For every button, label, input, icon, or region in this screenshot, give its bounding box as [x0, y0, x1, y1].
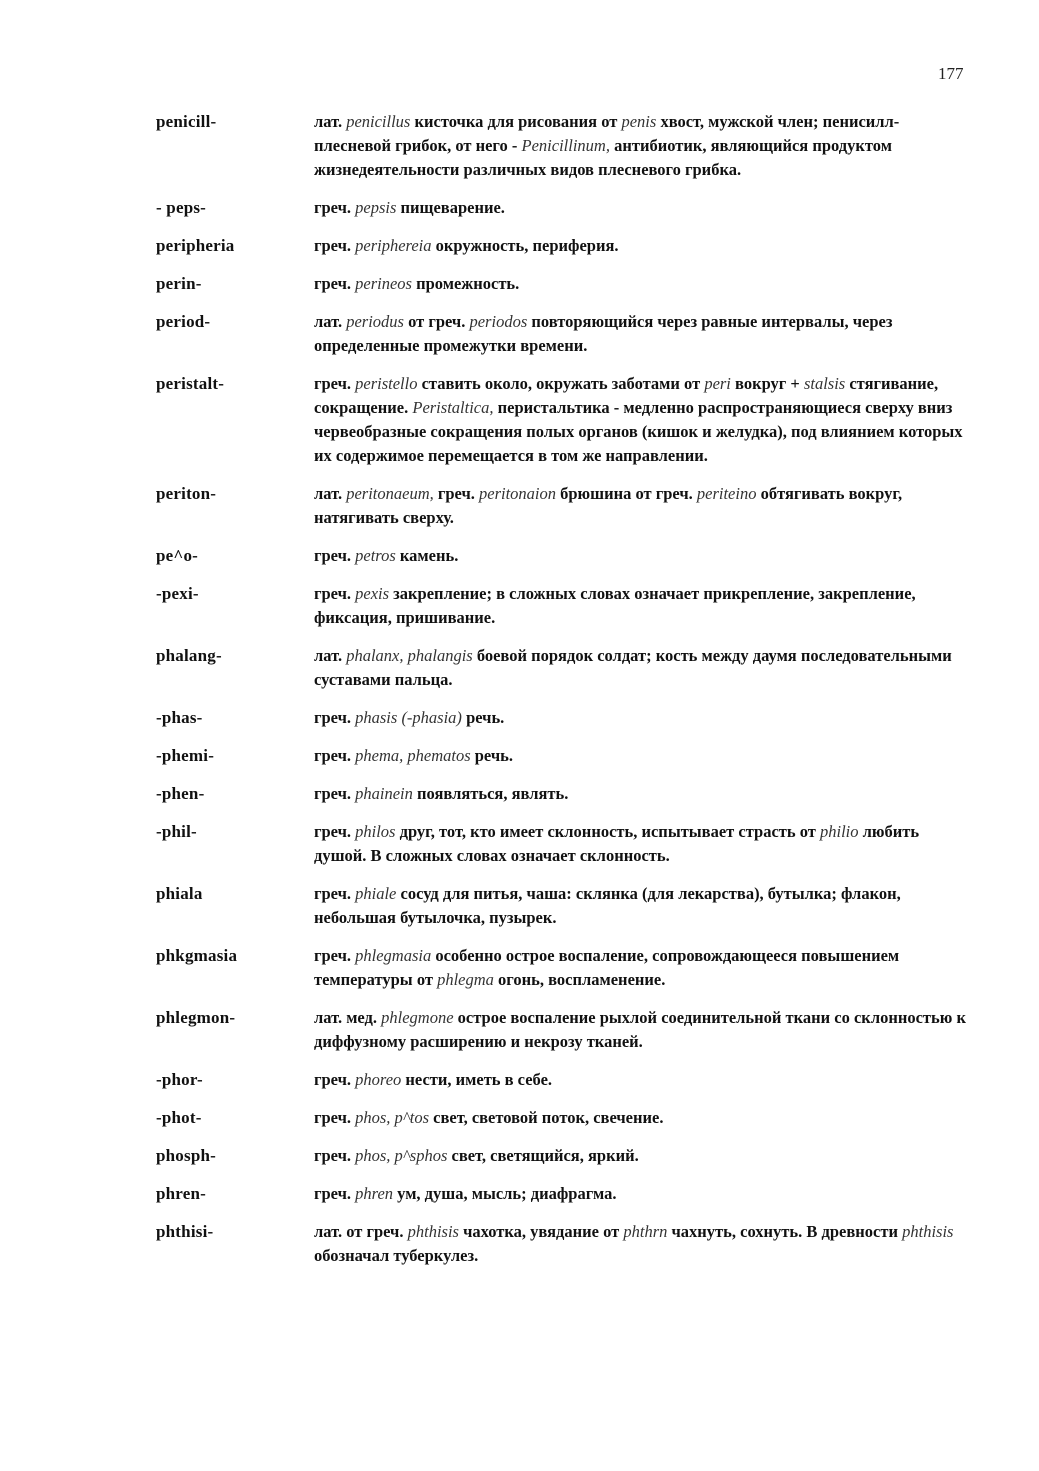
definition-text: греч. [314, 546, 356, 565]
entry-term: peristalt- [156, 374, 225, 393]
dictionary-entry [156, 1220, 966, 1268]
definition-text: ставить около, окружать заботами от [417, 374, 705, 393]
entry-definition [314, 944, 966, 992]
entry-definition [314, 372, 966, 468]
definition-text: любить душой. В сложных словах означает склонность. [314, 822, 920, 865]
etymon-word: peri [704, 374, 731, 393]
definition-text: нести, иметь в себе. [401, 1070, 553, 1089]
etymon-word: Peristaltica, [412, 398, 494, 417]
definition-text: обозначал туберкулез. [314, 1246, 479, 1265]
definition-text: лат. [314, 312, 347, 331]
etymon-word: periodus [346, 312, 404, 331]
entry-definition [314, 820, 966, 868]
entry-definition [314, 310, 966, 358]
etymon-word: petros [355, 546, 396, 565]
definition-text: греч. [314, 1184, 356, 1203]
entry-definition [314, 882, 966, 930]
etymon-word: peritonaion [479, 484, 556, 503]
dictionary-entry [156, 944, 966, 992]
etymon-word: peristello [355, 374, 418, 393]
etymon-word: phainein [355, 784, 413, 803]
definition-text: антибиотик, являющийся продуктом жизнедеятельности различных видов плесневого грибка. [314, 136, 892, 179]
etymon-word: phiale [355, 884, 397, 903]
entry-term: pe^o- [156, 546, 199, 565]
entry-definition [314, 544, 966, 568]
etymon-word: pexis [355, 584, 390, 603]
dictionary-entry [156, 544, 966, 568]
etymon-word: penicillus [346, 112, 411, 131]
entry-term: -phor- [156, 1070, 203, 1089]
etymon-word: phthisis [407, 1222, 459, 1241]
etymon-word: phoreo [355, 1070, 402, 1089]
entry-term: phalang- [156, 646, 222, 665]
entry-definition [314, 644, 966, 692]
definition-text: лат. [314, 484, 347, 503]
etymon-word: periodos [469, 312, 528, 331]
entry-term: -phen- [156, 784, 205, 803]
entry-term: -phemi- [156, 746, 215, 765]
etymon-word: philos [355, 822, 396, 841]
etymon-word: phlegmasia [355, 946, 432, 965]
entry-definition [314, 110, 966, 182]
definition-text: обтягивать вокруг, натягивать сверху. [314, 484, 903, 527]
entry-term: -phot- [156, 1108, 202, 1127]
dictionary-entry [156, 820, 966, 868]
definition-text: закрепление; в сложных словах означает прикрепление, закрепление, фиксация, пришивание. [314, 584, 916, 627]
definition-text: окружность, периферия. [431, 236, 619, 255]
dictionary-entry [156, 644, 966, 692]
definition-text: греч. [314, 1070, 356, 1089]
etymon-word: phren [355, 1184, 394, 1203]
dictionary-entry [156, 1106, 966, 1130]
definition-text: сосуд для питья, чаша: склянка (для лекарства), бутылка; флакон, небольшая бутылочка, пузырек. [314, 884, 901, 927]
etymon-word: philio [820, 822, 859, 841]
etymon-word: pepsis [355, 198, 397, 217]
definition-text: лат. [314, 646, 347, 665]
entry-term: period- [156, 312, 211, 331]
definition-text: камень. [395, 546, 459, 565]
entry-term: phosph- [156, 1146, 216, 1165]
definition-text: греч. [314, 274, 356, 293]
definition-text: кисточка для рисования от [410, 112, 622, 131]
etymon-word: Penicillinum, [521, 136, 610, 155]
page-number: 177 [938, 64, 964, 83]
entry-definition [314, 582, 966, 630]
definition-text: лат. [314, 112, 347, 131]
definition-text: вокруг + [730, 374, 804, 393]
etymon-word: phalanx, phalangis [346, 646, 473, 665]
definition-text: чахотка, увядание от [458, 1222, 624, 1241]
etymon-word: periphereia [355, 236, 432, 255]
entry-definition [314, 234, 966, 258]
definition-text: хвост, мужской член; пенисилл- плесневой грибок, от него - [314, 112, 900, 155]
definition-text: ум, душа, мысль; диафрагма. [393, 1184, 617, 1203]
definition-text: повторяющийся через равные интервалы, через определенные промежутки времени. [314, 312, 893, 355]
entry-term: phiala [156, 884, 203, 903]
definition-text: лат. мед. [314, 1008, 382, 1027]
definition-text: греч. [314, 198, 356, 217]
entry-definition [314, 1220, 966, 1268]
definition-text: греч. [314, 946, 356, 965]
etymon-word: phos, p^sphos [355, 1146, 448, 1165]
entry-definition [314, 706, 966, 730]
dictionary-entry [156, 744, 966, 768]
entry-definition [314, 782, 966, 806]
etymon-word: periteino [696, 484, 757, 503]
definition-text: греч. [314, 374, 356, 393]
definition-text: греч. [314, 1146, 356, 1165]
definition-text: греч. [314, 884, 356, 903]
dictionary-entry [156, 272, 966, 296]
definition-text: особенно острое воспаление, сопровождающееся повышением температуры от [314, 946, 900, 989]
etymon-word: peritonaeum, [346, 484, 434, 503]
dictionary-entry [156, 782, 966, 806]
definition-text: пищеварение. [396, 198, 505, 217]
definition-text: огонь, воспламенение. [493, 970, 666, 989]
etymon-word: perineos [355, 274, 412, 293]
etymon-word: phthrn [623, 1222, 668, 1241]
entry-term: - peps- [156, 198, 207, 217]
etymon-word: phasis (-phasia) [355, 708, 462, 727]
entry-term: phkgmasia [156, 946, 238, 965]
entry-definition [314, 1106, 966, 1130]
entry-term: -phil- [156, 822, 197, 841]
definition-text: острое воспаление рыхлой соединительной ткани со склонностью к диффузному расширению и некрозу тканей. [314, 1008, 966, 1051]
definition-text: греч. [314, 1108, 356, 1127]
dictionary-entry [156, 1006, 966, 1054]
etymon-word: phthisis [902, 1222, 954, 1241]
definition-text: речь. [461, 708, 505, 727]
definition-text: промежность. [411, 274, 520, 293]
dictionary-entry [156, 482, 966, 530]
dictionary-entry [156, 196, 966, 220]
definition-text: греч. [433, 484, 479, 503]
etymon-word: phlegmone [381, 1008, 454, 1027]
definition-text: перистальтика - медленно распространяющиеся сверху вниз червеобразные сокращения полых органов (кишок и желудка), под влиянием которых их содержимое перемещается в том же направлении. [314, 398, 963, 465]
dictionary-entry [156, 1144, 966, 1168]
definition-text: речь. [470, 746, 513, 765]
definition-text: чахнуть, сохнуть. В древности [667, 1222, 903, 1241]
definition-text: свет, светящийся, яркий. [447, 1146, 639, 1165]
entry-definition [314, 1182, 966, 1206]
dictionary-entry [156, 882, 966, 930]
definition-text: стягивание, сокращение. [314, 374, 939, 417]
definition-text: боевой порядок солдат; кость между даумя последовательными суставами пальца. [314, 646, 952, 689]
definition-text: лат. от греч. [314, 1222, 408, 1241]
dictionary-entry [156, 234, 966, 258]
dictionary-entry [156, 372, 966, 468]
entry-definition [314, 1006, 966, 1054]
definition-text: свет, световой поток, свечение. [429, 1108, 664, 1127]
etymon-word: penis [621, 112, 657, 131]
definition-text: греч. [314, 822, 356, 841]
definition-text: греч. [314, 708, 356, 727]
entry-term: phren- [156, 1184, 207, 1203]
etymon-word: phema, phematos [355, 746, 471, 765]
definition-text: брюшина от греч. [556, 484, 697, 503]
definition-text: греч. [314, 584, 356, 603]
entry-term: phlegmon- [156, 1008, 236, 1027]
entry-definition [314, 196, 966, 220]
dictionary-entry [156, 310, 966, 358]
entry-term: -pexi- [156, 584, 199, 603]
dictionary-entry [156, 582, 966, 630]
entry-definition [314, 744, 966, 768]
entry-definition [314, 1068, 966, 1092]
dictionary-entry [156, 1068, 966, 1092]
entry-term: penicill- [156, 112, 217, 131]
definition-text: греч. [314, 746, 356, 765]
entry-term: phthisi- [156, 1222, 214, 1241]
entry-term: -phas- [156, 708, 203, 727]
etymon-word: phos, p^tos [355, 1108, 430, 1127]
dictionary-entry [156, 110, 966, 182]
dictionary-entry [156, 1182, 966, 1206]
dictionary-entry [156, 706, 966, 730]
definition-text: от греч. [403, 312, 470, 331]
definition-text: появляться, являть. [412, 784, 569, 803]
entry-term: perin- [156, 274, 202, 293]
dictionary-entries [156, 110, 966, 1282]
definition-text: греч. [314, 236, 356, 255]
definition-text: греч. [314, 784, 356, 803]
entry-term: peripheria [156, 236, 235, 255]
entry-definition [314, 272, 966, 296]
definition-text: друг, тот, кто имеет склонность, испытывает страсть от [395, 822, 820, 841]
entry-definition [314, 1144, 966, 1168]
entry-term: periton- [156, 484, 217, 503]
etymon-word: phlegma [437, 970, 494, 989]
entry-definition [314, 482, 966, 530]
etymon-word: stalsis [803, 374, 846, 393]
